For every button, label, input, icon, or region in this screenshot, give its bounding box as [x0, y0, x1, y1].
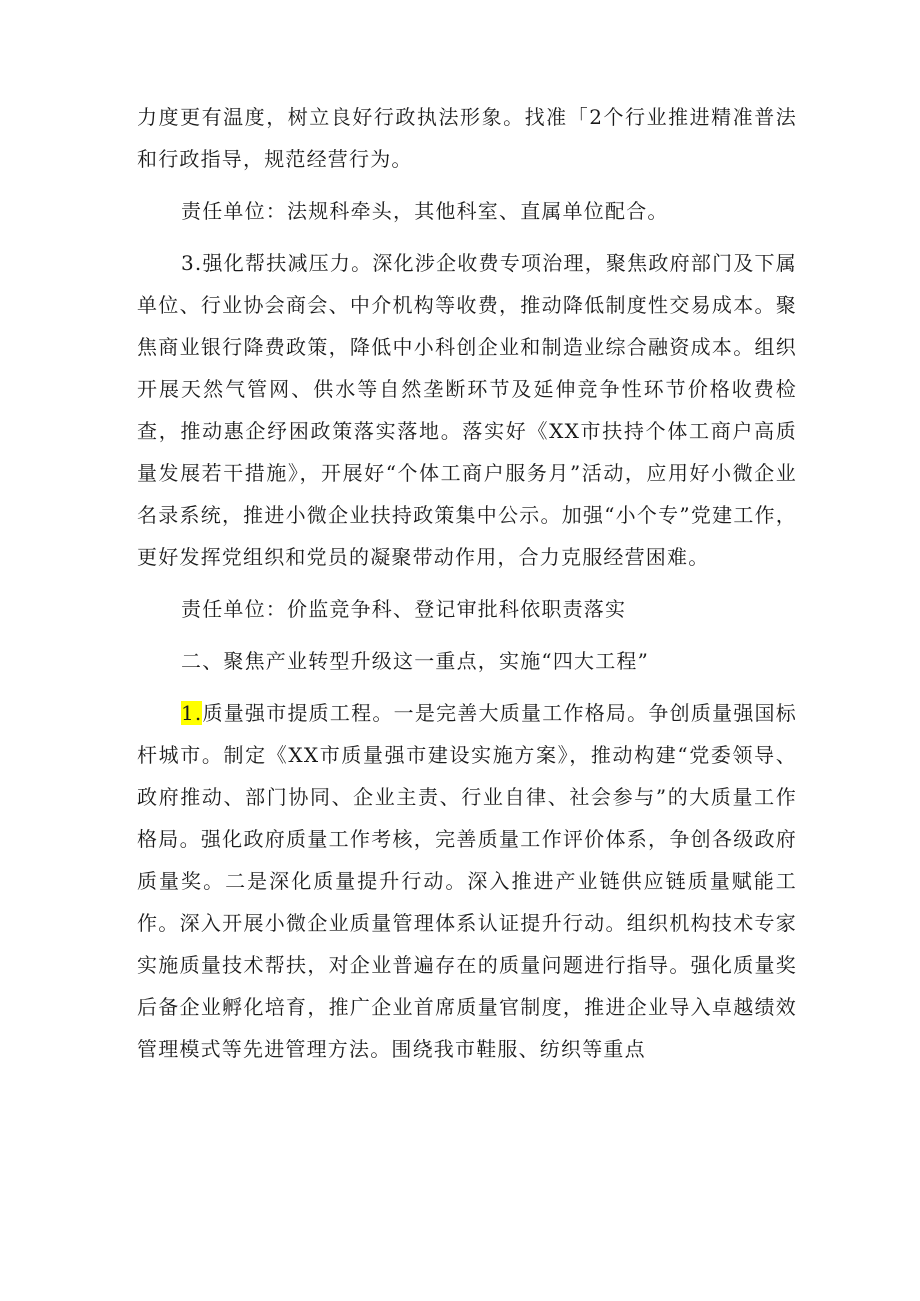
- paragraph-text: 3.强化帮扶减压力。深化涉企收费专项治理，聚焦政府部门及下属单位、行业协会商会、中介机构等收费，推动降低制度性交易成本。聚焦商业银行降费政策，降低中小科创企业和制造业综合融资成本。组织开展天然气管网、供水等自然垄断环节及延伸竞争性环节价格收费检查，推动惠企纾困政策落实落地。落实好《XX市扶持个体工商户高质量发展若干措施》，开展好“个体工商户服务月”活动，应用好小微企业名录系统，推进小微企业扶持政策集中公示。加强“小个专”党建工作，更好发挥党组织和党员的凝聚带动作用，合力克服经营困难。: [137, 251, 797, 569]
- paragraph-quality-project: [137, 692, 797, 1070]
- paragraph-text: 责任单位：法规科牵头，其他科室、直属单位配合。: [181, 199, 669, 223]
- paragraph-text: 力度更有温度，树立良好行政执法形象。找准「2个行业推进精准普法和行政指导，规范经营行为。: [137, 105, 797, 171]
- paragraph-text: 质量强市提质工程。一是完善大质量工作格局。争创质量强国标杆城市。制定《XX市质量强市建设实施方案》，推动构建“党委领导、政府推动、部门协同、企业主责、行业自律、社会参与”的大质量工作格局。强化政府质量工作考核，完善质量工作评价体系，争创各级政府质量奖。二是深化质量提升行动。深入推进产业链供应链质量赋能工作。深入开展小微企业质量管理体系认证提升行动。组织机构技术专家实施质量技术帮扶，对企业普遍存在的质量问题进行指导。强化质量奖后备企业孵化培育，推广企业首席质量官制度，推进企业导入卓越绩效管理模式等先进管理方法。围绕我市鞋服、纺织等重点: [137, 701, 797, 1061]
- paragraph-continuation: [137, 96, 797, 180]
- section-heading-two: [137, 640, 797, 682]
- paragraph-support-reduce-pressure: [137, 242, 797, 578]
- section-heading-text: 二、聚焦产业转型升级这一重点，实施“四大工程”: [181, 649, 650, 673]
- paragraph-responsibility-legal: [137, 190, 797, 232]
- paragraph-responsibility-price: [137, 588, 797, 630]
- paragraph-text: 责任单位：价监竞争科、登记审批科依职责落实: [181, 597, 627, 621]
- document-body: [137, 96, 797, 1080]
- highlighted-number: 1.: [181, 701, 203, 725]
